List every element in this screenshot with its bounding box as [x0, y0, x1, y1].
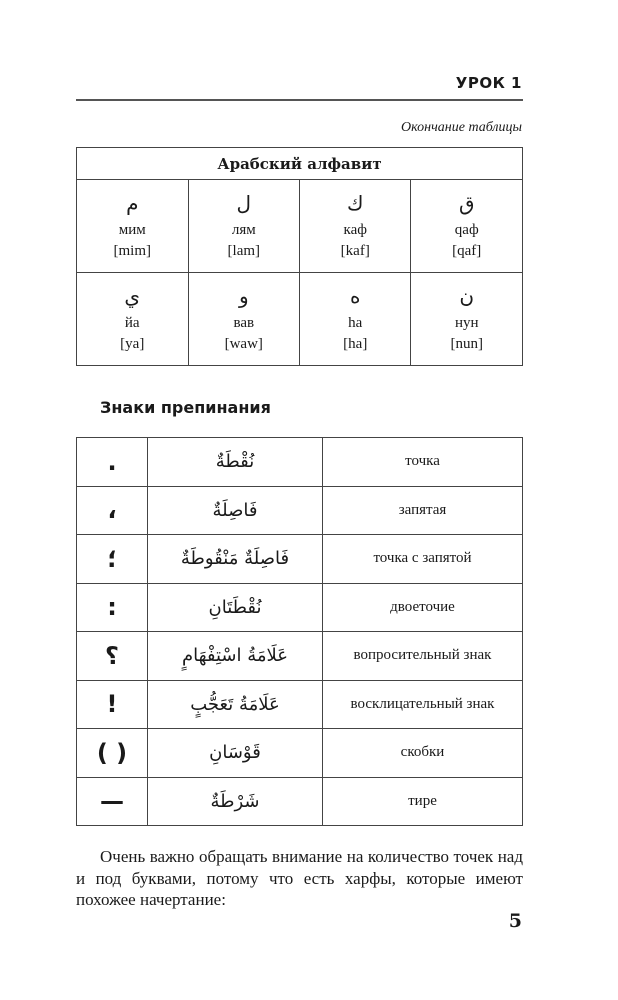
- table-caption: Окончание таблицы: [401, 120, 522, 135]
- arabic-term: نُقْطَتَانِ: [148, 583, 323, 632]
- body-paragraph: Очень важно обращать внимание на количество точек над и под буквами, потому что есть харфы, которые имеют похожее начертание:: [76, 847, 523, 909]
- letter-cell: [411, 273, 523, 366]
- arabic-letter: ل: [236, 191, 252, 215]
- russian-term: двоеточие: [323, 583, 523, 632]
- letter-name: ha: [348, 315, 363, 331]
- russian-term: тире: [323, 777, 523, 826]
- punctuation-row: [77, 535, 523, 584]
- punctuation-row: [77, 486, 523, 535]
- letter-transliteration: [kaf]: [340, 243, 370, 259]
- page-number: 5: [508, 910, 522, 932]
- letter-cell: [188, 273, 300, 366]
- arabic-term: عَلَامَةُ اسْتِفْهَامٍ: [148, 632, 323, 681]
- russian-term: запятая: [323, 486, 523, 535]
- alphabet-row: [77, 273, 523, 366]
- letter-cell: [77, 180, 189, 273]
- punctuation-mark: ؛: [77, 535, 148, 584]
- arabic-letter: ن: [459, 284, 475, 308]
- punctuation-mark: ( ): [77, 729, 148, 778]
- letter-cell: [300, 180, 411, 273]
- letter-transliteration: [ha]: [343, 336, 368, 352]
- arabic-letter: ه: [350, 284, 361, 308]
- punctuation-mark: —: [77, 777, 148, 826]
- letter-transliteration: [nun]: [450, 336, 483, 352]
- russian-term: вопросительный знак: [323, 632, 523, 681]
- letter-transliteration: [qaf]: [452, 243, 482, 259]
- punctuation-mark: !: [77, 680, 148, 729]
- russian-term: восклицательный знак: [323, 680, 523, 729]
- punctuation-row: [77, 632, 523, 681]
- letter-cell: [188, 180, 300, 273]
- arabic-letter: ق: [458, 191, 475, 215]
- letter-name: qаф: [454, 222, 479, 238]
- header-divider: [76, 99, 523, 101]
- russian-term: точка с запятой: [323, 535, 523, 584]
- punctuation-row: [77, 680, 523, 729]
- letter-name: лям: [231, 222, 256, 238]
- arabic-term: شَرْطَةٌ: [148, 777, 323, 826]
- letter-name: нун: [454, 315, 479, 331]
- arabic-term: فَاصِلَةٌ مَنْقُوطَةٌ: [148, 535, 323, 584]
- alphabet-row: [77, 180, 523, 273]
- letter-name: йа: [124, 315, 140, 331]
- punctuation-mark: .: [77, 438, 148, 487]
- arabic-letter: ك: [347, 191, 364, 215]
- punctuation-row: [77, 583, 523, 632]
- chapter-title: УРОК 1: [455, 74, 522, 92]
- punctuation-row: [77, 729, 523, 778]
- letter-transliteration: [lam]: [227, 243, 261, 259]
- letter-name: вав: [233, 315, 255, 331]
- letter-name: мим: [118, 222, 146, 238]
- letter-cell: [411, 180, 523, 273]
- russian-term: точка: [323, 438, 523, 487]
- arabic-term: قَوْسَانِ: [148, 729, 323, 778]
- section-heading: Знаки препинания: [100, 398, 271, 417]
- alphabet-table: [76, 147, 523, 366]
- arabic-term: فَاصِلَةٌ: [148, 486, 323, 535]
- letter-transliteration: [waw]: [224, 336, 263, 352]
- russian-term: скобки: [323, 729, 523, 778]
- letter-cell: [77, 273, 189, 366]
- arabic-term: عَلَامَةُ تَعَجُّبٍ: [148, 680, 323, 729]
- letter-cell: [300, 273, 411, 366]
- punctuation-row: [77, 777, 523, 826]
- arabic-letter: م: [126, 191, 139, 215]
- punctuation-row: [77, 438, 523, 487]
- punctuation-mark: ؟: [77, 632, 148, 681]
- arabic-term: نُقْطَةٌ: [148, 438, 323, 487]
- arabic-letter: ي: [124, 284, 141, 308]
- alphabet-table-heading: Арабский алфавит: [77, 148, 523, 180]
- arabic-letter: و: [238, 284, 249, 308]
- letter-transliteration: [ya]: [120, 336, 145, 352]
- letter-name: каф: [343, 222, 367, 238]
- punctuation-mark: :: [77, 583, 148, 632]
- punctuation-mark: ،: [77, 486, 148, 535]
- letter-transliteration: [mim]: [113, 243, 151, 259]
- punctuation-table: [76, 437, 523, 826]
